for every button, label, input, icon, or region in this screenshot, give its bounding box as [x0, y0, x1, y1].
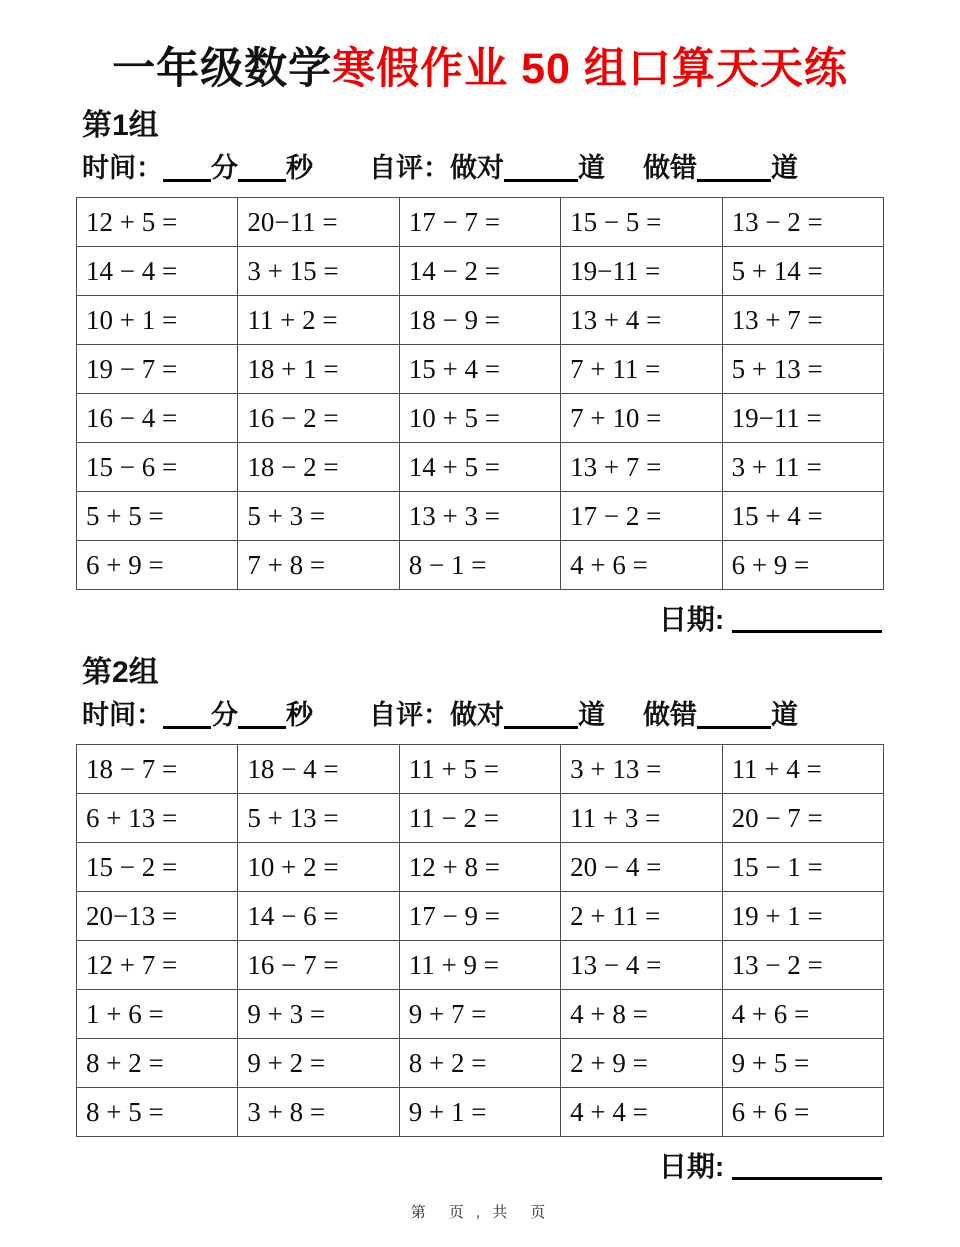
self-eval-label: 自评：做对 [369, 699, 504, 730]
problem-cell: 7 + 8 = [238, 541, 399, 590]
problem-cell: 8 + 5 = [77, 1088, 238, 1137]
title-red-part: 寒假作业 50 组口算天天练 [332, 45, 848, 93]
problem-cell: 11 + 4 = [722, 745, 883, 794]
problem-cell: 3 + 15 = [238, 247, 399, 296]
problem-cell: 20 − 7 = [722, 794, 883, 843]
problem-cell: 13 + 4 = [561, 296, 722, 345]
problem-cell: 1 + 6 = [77, 990, 238, 1039]
problem-cell: 4 + 8 = [561, 990, 722, 1039]
problem-cell: 14 − 4 = [77, 247, 238, 296]
minutes-blank [163, 722, 211, 729]
problem-cell: 20 − 4 = [561, 843, 722, 892]
group-2-title: 第2组 [82, 656, 159, 690]
seconds-blank [238, 175, 286, 182]
problem-row [77, 198, 884, 247]
problem-cell: 11 + 9 = [399, 941, 560, 990]
problem-cell: 4 + 6 = [561, 541, 722, 590]
date-line-1 [76, 600, 882, 640]
problem-cell: 5 + 14 = [722, 247, 883, 296]
problem-cell: 11 + 2 = [238, 296, 399, 345]
problem-row [77, 892, 884, 941]
problem-row [77, 492, 884, 541]
group-section-2 [76, 656, 884, 1187]
minutes-blank [163, 175, 211, 182]
wrong-label: 做错 [643, 152, 697, 183]
problem-row [77, 843, 884, 892]
problem-cell: 8 + 2 = [77, 1039, 238, 1088]
problem-row [77, 1088, 884, 1137]
problem-cell: 14 − 2 = [399, 247, 560, 296]
correct-count-blank [504, 175, 578, 182]
problem-cell: 13 − 4 = [561, 941, 722, 990]
problem-cell: 12 + 7 = [77, 941, 238, 990]
problem-cell: 9 + 3 = [238, 990, 399, 1039]
problem-row [77, 345, 884, 394]
group-2-meta-line [82, 699, 884, 731]
problem-cell: 13 − 2 = [722, 941, 883, 990]
problem-row [77, 990, 884, 1039]
problem-row [77, 745, 884, 794]
problem-table-1 [76, 197, 884, 590]
problem-cell: 2 + 11 = [561, 892, 722, 941]
problem-cell: 19−11 = [722, 394, 883, 443]
problem-cell: 7 + 10 = [561, 394, 722, 443]
problem-cell: 5 + 3 = [238, 492, 399, 541]
problem-cell: 9 + 2 = [238, 1039, 399, 1088]
problem-cell: 11 + 3 = [561, 794, 722, 843]
problem-cell: 15 + 4 = [399, 345, 560, 394]
problem-cell: 19 − 7 = [77, 345, 238, 394]
problem-cell: 11 − 2 = [399, 794, 560, 843]
problem-row [77, 941, 884, 990]
problem-cell: 18 − 7 = [77, 745, 238, 794]
problem-cell: 5 + 13 = [722, 345, 883, 394]
date-label: 日期: [658, 604, 725, 636]
wrong-label: 做错 [643, 699, 697, 730]
problem-table-2 [76, 744, 884, 1137]
problem-cell: 10 + 2 = [238, 843, 399, 892]
problem-cell: 10 + 5 = [399, 394, 560, 443]
title-black-part: 一年级数学 [112, 45, 333, 93]
problem-cell: 3 + 11 = [722, 443, 883, 492]
page-footer: 第 页 , 共 页 [410, 1204, 550, 1222]
problem-cell: 4 + 6 = [722, 990, 883, 1039]
problem-cell: 11 + 5 = [399, 745, 560, 794]
problem-cell: 17 − 9 = [399, 892, 560, 941]
problem-row [77, 443, 884, 492]
second-unit-label: 秒 [286, 152, 313, 183]
problem-cell: 16 − 4 = [77, 394, 238, 443]
problem-cell: 2 + 9 = [561, 1039, 722, 1088]
problem-row [77, 1039, 884, 1088]
problem-cell: 16 − 7 = [238, 941, 399, 990]
dao-unit-label: 道 [771, 699, 798, 730]
problem-cell: 3 + 13 = [561, 745, 722, 794]
date-label: 日期: [658, 1151, 725, 1183]
date-line-2 [76, 1147, 882, 1187]
group-1-meta-line [82, 152, 884, 184]
problem-cell: 10 + 1 = [77, 296, 238, 345]
problem-row [77, 394, 884, 443]
time-label: 时间： [82, 699, 163, 730]
problem-cell: 18 − 9 = [399, 296, 560, 345]
problem-cell: 6 + 9 = [722, 541, 883, 590]
group-section-1 [76, 109, 884, 640]
dao-unit-label: 道 [771, 152, 798, 183]
date-blank [732, 626, 882, 633]
problem-cell: 15 − 1 = [722, 843, 883, 892]
problem-cell: 13 − 2 = [722, 198, 883, 247]
problem-cell: 9 + 1 = [399, 1088, 560, 1137]
group-1-title: 第1组 [82, 109, 159, 143]
problem-cell: 17 − 7 = [399, 198, 560, 247]
problem-cell: 13 + 7 = [722, 296, 883, 345]
problem-cell: 19−11 = [561, 247, 722, 296]
correct-count-blank [504, 722, 578, 729]
problem-cell: 19 + 1 = [722, 892, 883, 941]
problem-cell: 13 + 3 = [399, 492, 560, 541]
problem-row [77, 794, 884, 843]
problem-cell: 9 + 7 = [399, 990, 560, 1039]
problem-row [77, 247, 884, 296]
problem-cell: 4 + 4 = [561, 1088, 722, 1137]
self-eval-label: 自评：做对 [369, 152, 504, 183]
page-title [76, 46, 884, 93]
problem-cell: 13 + 7 = [561, 443, 722, 492]
problem-cell: 3 + 8 = [238, 1088, 399, 1137]
problem-cell: 20−11 = [238, 198, 399, 247]
time-label: 时间： [82, 152, 163, 183]
second-unit-label: 秒 [286, 699, 313, 730]
problem-cell: 12 + 8 = [399, 843, 560, 892]
problem-cell: 15 − 5 = [561, 198, 722, 247]
problem-cell: 18 − 4 = [238, 745, 399, 794]
problem-cell: 9 + 5 = [722, 1039, 883, 1088]
wrong-count-blank [697, 722, 771, 729]
seconds-blank [238, 722, 286, 729]
problem-cell: 14 + 5 = [399, 443, 560, 492]
problem-cell: 15 + 4 = [722, 492, 883, 541]
date-blank [732, 1173, 882, 1180]
problem-cell: 5 + 13 = [238, 794, 399, 843]
problem-cell: 12 + 5 = [77, 198, 238, 247]
problem-cell: 18 + 1 = [238, 345, 399, 394]
problem-cell: 6 + 9 = [77, 541, 238, 590]
problem-cell: 18 − 2 = [238, 443, 399, 492]
problem-cell: 8 + 2 = [399, 1039, 560, 1088]
problem-cell: 8 − 1 = [399, 541, 560, 590]
problem-cell: 15 − 2 = [77, 843, 238, 892]
problem-cell: 7 + 11 = [561, 345, 722, 394]
problem-cell: 14 − 6 = [238, 892, 399, 941]
problem-cell: 17 − 2 = [561, 492, 722, 541]
minute-unit-label: 分 [211, 152, 238, 183]
problem-cell: 6 + 6 = [722, 1088, 883, 1137]
dao-unit-label: 道 [578, 152, 605, 183]
wrong-count-blank [697, 175, 771, 182]
problem-cell: 6 + 13 = [77, 794, 238, 843]
dao-unit-label: 道 [578, 699, 605, 730]
problem-cell: 5 + 5 = [77, 492, 238, 541]
problem-cell: 16 − 2 = [238, 394, 399, 443]
problem-cell: 15 − 6 = [77, 443, 238, 492]
problem-row [77, 296, 884, 345]
problem-row [77, 541, 884, 590]
problem-cell: 20−13 = [77, 892, 238, 941]
minute-unit-label: 分 [211, 699, 238, 730]
